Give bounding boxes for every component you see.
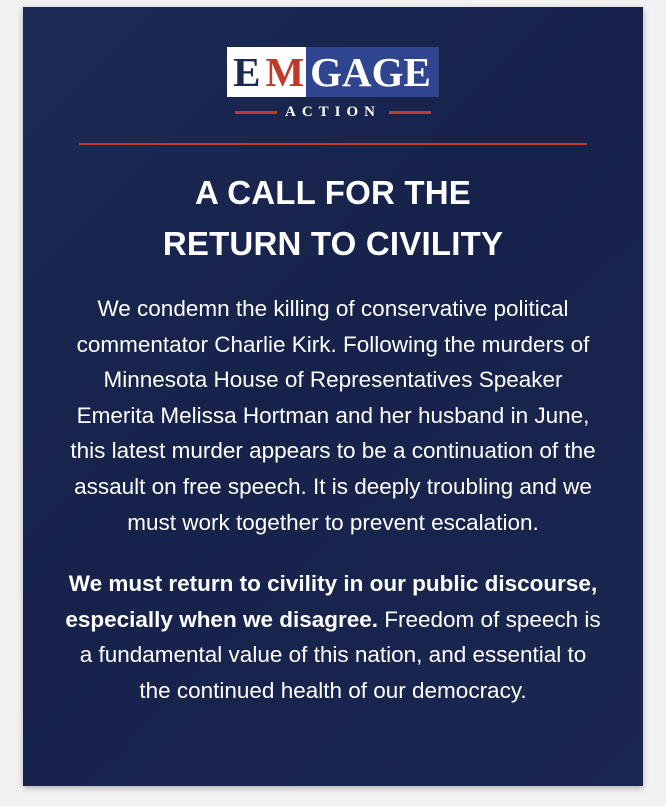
card-inner [23,7,643,786]
page-title-line-1: A CALL FOR THE [195,174,471,211]
logo-subtitle-row [227,104,439,121]
page-title-line-2: RETURN TO CIVILITY [162,225,504,263]
logo-text-gage: GAGE [306,47,439,97]
logo-subtitle: ACTION [284,104,381,120]
logo-letter-e: E [227,47,263,97]
logo-letter-m: M [265,49,305,95]
statement-paragraph-2-rest: Freedom of speech is a fundamental value of this nation, and essential to the continued health of our democracy. [79,606,601,703]
emgage-action-logo [227,47,439,121]
statement-card [23,7,643,786]
statement-paragraph-1: We condemn the killing of conservative political commentator Charlie Kirk. Following the murders of Minnesota House of Representatives Speaker Emerita Melissa Hortman and her husband in June, this latest murder appears to be a continuation of the assault on free speech. It is deeply troubling and we must work together to prevent escalation. [70,296,596,535]
logo-area [55,47,611,121]
page-title [55,167,611,269]
logo-wordmark [227,47,439,97]
statement-paragraph-2 [55,566,611,708]
header-divider [79,143,587,145]
statement-paragraph-2-emphasis: We must return to civility in our public discourse, especially when we disagree. [65,571,598,632]
logo-rule-right-icon [389,111,431,114]
logo-rule-left-icon [235,111,277,114]
